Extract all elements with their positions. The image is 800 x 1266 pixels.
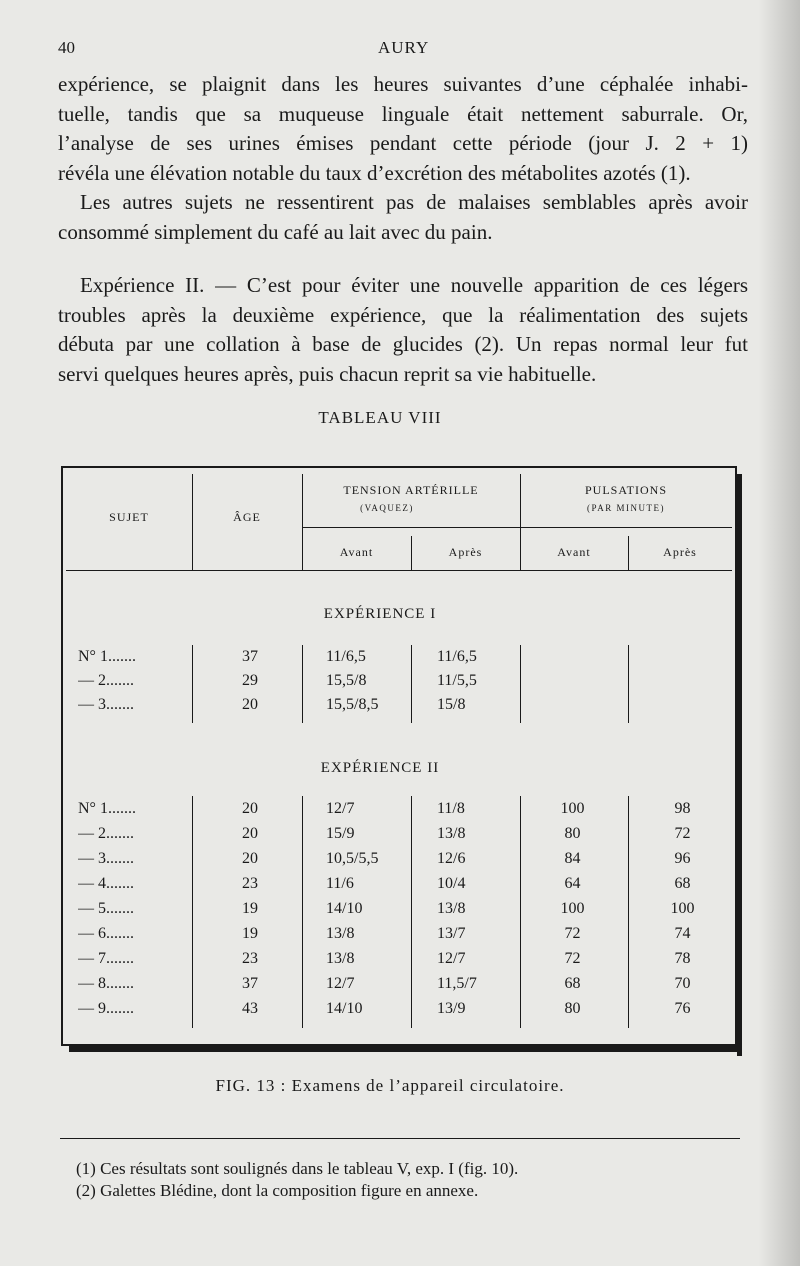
header-sujet: SUJET: [109, 510, 149, 524]
cell-tension-avant: 10,5/5,5: [326, 850, 379, 867]
column-divider: [302, 796, 303, 1028]
footnotes: [76, 1158, 518, 1202]
text-line: consommé simplement du café au lait avec du pain.: [58, 219, 493, 244]
cell-sujet: — 5.......: [78, 900, 134, 917]
cell-pulsations-avant: 100: [560, 800, 585, 817]
cell-pulsations-avant: 80: [564, 825, 581, 842]
cell-pulsations-apres: 74: [674, 925, 691, 942]
cell-tension-avant: 15,5/8,5: [326, 696, 379, 713]
cell-sujet: — 6.......: [78, 925, 134, 942]
section-label-exp1: EXPÉRIENCE I: [323, 606, 437, 622]
cell-tension-avant: 13/8: [326, 950, 355, 967]
cell-tension-apres: 12/6: [437, 850, 466, 867]
text-line: tuelle, tandis que sa muqueuse linguale était nettement saburrale. Or,: [58, 101, 748, 126]
text-line: expérience, se plaignit dans les heures suivantes d’une céphalée inhabi-: [58, 72, 748, 96]
cell-tension-apres: 13/8: [437, 825, 466, 842]
cell-age: 19: [242, 925, 258, 942]
footnote: (1) Ces résultats sont soulignés dans le tableau V, exp. I (fig. 10).: [76, 1159, 519, 1178]
column-divider: [628, 645, 629, 723]
cell-sujet: — 2.......: [78, 672, 134, 689]
text-line: révéla une élévation notable du taux d’excrétion des métabolites azotés (1).: [58, 160, 691, 185]
figure-caption: FIG. 13 : Examens de l’appareil circulatoire.: [215, 1076, 565, 1095]
cell-sujet: — 4.......: [78, 875, 134, 892]
cell-tension-apres: 11/6,5: [437, 648, 477, 665]
cell-tension-avant: 12/7: [326, 975, 355, 992]
cell-age: 23: [242, 875, 258, 892]
cell-tension-avant: 15,5/8: [326, 672, 367, 689]
header-age: ÂGE: [233, 510, 261, 524]
cell-pulsations-avant: 100: [560, 900, 585, 917]
text-line: l’analyse de ses urines émises pendant cette période (jour J. 2 + 1): [58, 131, 748, 155]
header-tension-sub: (VAQUEZ): [360, 503, 414, 513]
cell-sujet: N° 1.......: [78, 800, 136, 817]
cell-pulsations-apres: 96: [674, 850, 691, 867]
cell-age: 20: [242, 696, 258, 713]
cell-pulsations-avant: 68: [564, 975, 581, 992]
text-line: troubles après la deuxième expérience, que la réalimentation des sujets: [58, 302, 748, 327]
cell-pulsations-avant: 80: [564, 1000, 581, 1017]
cell-age: 20: [242, 850, 258, 867]
running-head: AURY: [378, 38, 430, 57]
cell-tension-avant: 12/7: [326, 800, 355, 817]
cell-tension-avant: 14/10: [326, 900, 363, 917]
column-divider: [302, 645, 303, 723]
cell-sujet: N° 1.......: [78, 648, 136, 665]
cell-age: 20: [242, 825, 258, 842]
cell-tension-apres: 11/8: [437, 800, 465, 817]
table-title: TABLEAU VIII: [318, 408, 442, 427]
section-label-exp2: EXPÉRIENCE II: [320, 760, 440, 776]
cell-sujet: — 8.......: [78, 975, 134, 992]
cell-tension-avant: 11/6,5: [326, 648, 366, 665]
page-header: [58, 38, 738, 62]
table-frame-shadow: [69, 1046, 742, 1052]
header-tension: TENSION ARTÉRILLE: [343, 483, 479, 497]
cell-tension-avant: 14/10: [326, 1000, 363, 1017]
cell-pulsations-apres: 98: [674, 800, 691, 817]
cell-tension-avant: 11/6: [326, 875, 354, 892]
cell-tension-apres: 15/8: [437, 696, 466, 713]
cell-tension-apres: 11,5/7: [437, 975, 477, 992]
cell-pulsations-avant: 72: [564, 925, 581, 942]
cell-pulsations-apres: 78: [674, 950, 691, 967]
column-divider: [520, 796, 521, 1028]
cell-age: 43: [242, 1000, 258, 1017]
cell-tension-apres: 13/9: [437, 1000, 466, 1017]
text-line: Les autres sujets ne ressentirent pas de malaises semblables après avoir: [80, 190, 748, 214]
text-line: Expérience II. — C’est pour éviter une nouvelle apparition de ces légers: [80, 273, 748, 297]
cell-age: 37: [242, 648, 258, 665]
page-number: 40: [58, 38, 75, 57]
cell-tension-apres: 10/4: [437, 875, 466, 892]
header-rule: [302, 527, 732, 528]
cell-age: 23: [242, 950, 258, 967]
cell-age: 20: [242, 800, 258, 817]
cell-pulsations-avant: 84: [564, 850, 581, 867]
column-divider: [411, 645, 412, 723]
header-pulsations-sub: (PAR MINUTE): [587, 503, 665, 513]
text-line: débuta par une collation à base de glucides (2). Un repas normal leur fut: [58, 332, 748, 356]
cell-pulsations-avant: 64: [564, 875, 581, 892]
column-divider: [411, 796, 412, 1028]
cell-tension-apres: 13/8: [437, 900, 466, 917]
cell-pulsations-apres: 76: [674, 1000, 691, 1017]
cell-sujet: — 9.......: [78, 1000, 134, 1017]
header-pulsations-avant: Avant: [557, 545, 591, 559]
text-line: servi quelques heures après, puis chacun reprit sa vie habituelle.: [58, 361, 597, 386]
footnote: (2) Galettes Blédine, dont la composition figure en annexe.: [76, 1181, 479, 1200]
header-tension-avant: Avant: [339, 545, 374, 559]
cell-age: 19: [242, 900, 258, 917]
cell-sujet: — 2.......: [78, 825, 134, 842]
cell-sujet: — 3.......: [78, 696, 134, 713]
cell-pulsations-apres: 68: [674, 875, 691, 892]
cell-pulsations-apres: 70: [674, 975, 691, 992]
cell-pulsations-apres: 100: [670, 900, 695, 917]
header-pulsations-apres: Après: [663, 545, 697, 559]
cell-tension-apres: 13/7: [437, 925, 466, 942]
cell-tension-avant: 15/9: [326, 825, 355, 842]
header-pulsations: PULSATIONS: [584, 483, 667, 497]
cell-pulsations-avant: 72: [564, 950, 581, 967]
cell-sujet: — 7.......: [78, 950, 134, 967]
column-divider: [520, 645, 521, 723]
body-text: [58, 70, 748, 389]
column-divider: [628, 796, 629, 1028]
cell-pulsations-apres: 72: [674, 825, 691, 842]
header-tension-apres: Après: [448, 545, 483, 559]
cell-age: 37: [242, 975, 258, 992]
cell-tension-avant: 13/8: [326, 925, 355, 942]
cell-tension-apres: 12/7: [437, 950, 466, 967]
footnote-rule: [60, 1138, 740, 1139]
cell-age: 29: [242, 672, 258, 689]
header-rule: [66, 570, 732, 571]
cell-tension-apres: 11/5,5: [437, 672, 477, 689]
cell-sujet: — 3.......: [78, 850, 134, 867]
